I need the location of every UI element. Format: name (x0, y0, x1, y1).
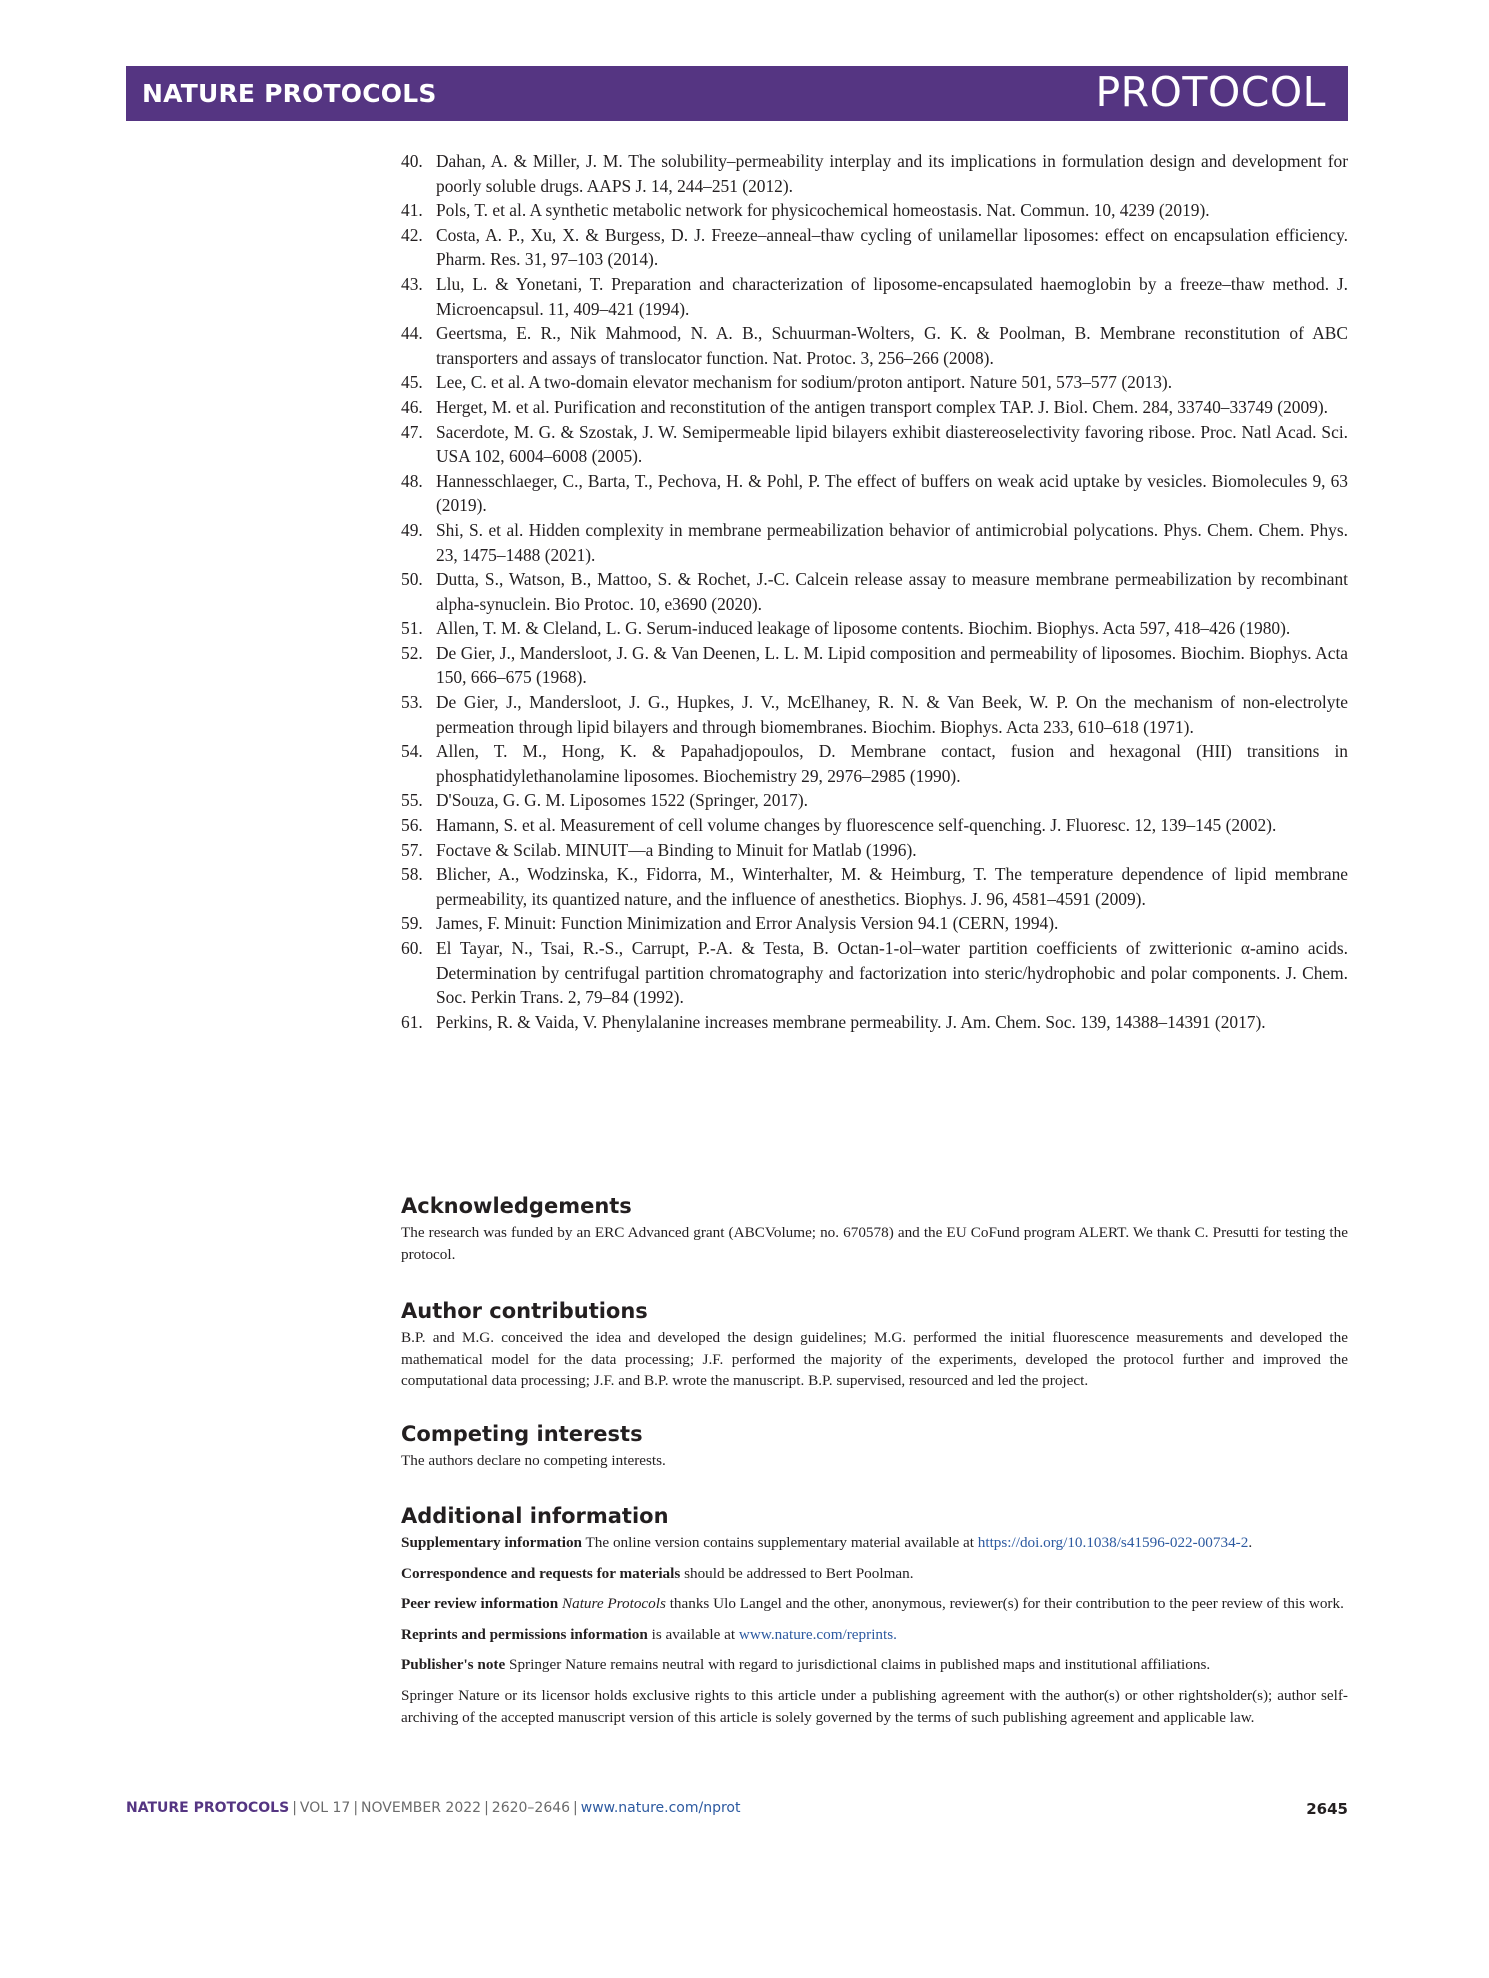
author-contributions-text: B.P. and M.G. conceived the idea and developed the design guidelines; M.G. performed the initial fluorescence measurements and developed the mathematical model for the data processing; J.F. performed the majority of the experiments, developed the protocol further and improved the computational data processing; J.F. and B.P. wrote the manuscript. B.P. supervised, resourced and led the project. (401, 1329, 1348, 1390)
reference-number: 52. (401, 642, 423, 663)
footer-separator: | (484, 1800, 489, 1816)
supplementary-end: . (1248, 1534, 1253, 1551)
publisher-note (401, 1654, 1348, 1676)
footer-separator: | (353, 1800, 359, 1816)
reference-item (401, 862, 1348, 911)
footer-separator: | (292, 1800, 297, 1816)
footer-journal: NATURE PROTOCOLS (126, 1800, 290, 1816)
reference-text: Dahan, A. & Miller, J. M. The solubility–permeability interplay and its implications in formulation design and development for poorly soluble drugs. AAPS J. 14, 244–251 (2012). (436, 151, 1348, 196)
reprints-link[interactable]: www.nature.com/reprints. (738, 1625, 897, 1643)
article-type-label: PROTOCOL (1095, 68, 1326, 116)
reference-text: De Gier, J., Mandersloot, J. G. & Van Deenen, L. L. M. Lipid composition and permeability of liposomes. Biochim. Biophys. Acta 150, 666–675 (1968). (436, 642, 1348, 688)
reference-number: 59. (401, 913, 423, 934)
supplementary-lead: Supplementary information (401, 1534, 582, 1551)
reference-number: 56. (401, 815, 423, 836)
reference-text: Lee, C. et al. A two-domain elevator mechanism for sodium/proton antiport. Nature 501, 573–577 (2013). (436, 372, 1173, 393)
peer-review-lead: Peer review information (401, 1595, 559, 1613)
reprints-text: is available at (651, 1625, 736, 1643)
reference-number: 45. (401, 372, 423, 393)
footer-citation (126, 1800, 741, 1816)
reference-number: 40. (401, 151, 423, 171)
journal-name: NATURE PROTOCOLS (142, 79, 437, 108)
reference-number: 57. (401, 839, 423, 860)
publisher-note-text: Springer Nature remains neutral with regard to jurisdictional claims in published maps and institutional affiliations. (509, 1656, 1211, 1674)
reference-number: 61. (401, 1011, 423, 1032)
reference-item (401, 813, 1348, 838)
author-contributions-heading: Author contributions (401, 1299, 648, 1323)
reference-text: Llu, L. & Yonetani, T. Preparation and characterization of liposome-encapsulated haemoglobin by a freeze–thaw method. J. Microencapsul. 11, 409–421 (1994). (436, 273, 1348, 319)
footer-pages: 2620–2646 (491, 1800, 571, 1816)
reference-item (401, 739, 1348, 788)
reference-item (401, 272, 1348, 321)
reference-text: Allen, T. M. & Cleland, L. G. Serum-induced leakage of liposome contents. Biochim. Biophys. Acta 597, 418–426 (1980). (436, 618, 1291, 639)
reference-text: Hannesschlaeger, C., Barta, T., Pechova, H. & Pohl, P. The effect of buffers on weak acid uptake by vesicles. Biomolecules 9, 63 (2019). (436, 470, 1348, 516)
reference-number: 48. (401, 470, 423, 491)
reference-text: Dutta, S., Watson, B., Mattoo, S. & Rochet, J.-C. Calcein release assay to measure membrane permeabilization by recombinant alpha-synuclein. Bio Protoc. 10, e3690 (2020). (436, 569, 1348, 614)
reference-item (401, 420, 1348, 469)
supplementary-doi-link[interactable]: https://doi.org/10.1038/s41596-022-00734-2 (977, 1534, 1249, 1551)
reference-number: 46. (401, 396, 423, 417)
correspondence-lead: Correspondence and requests for materials (401, 1564, 681, 1582)
reference-text: James, F. Minuit: Function Minimization and Error Analysis Version 94.1 (CERN, 1994). (436, 913, 1059, 934)
reference-item (401, 690, 1348, 739)
reference-number: 44. (401, 323, 423, 344)
reference-item (401, 149, 1348, 198)
competing-interests-section (401, 1421, 1348, 1472)
reference-item (401, 223, 1348, 272)
correspondence-information (401, 1563, 1348, 1585)
footer-date: NOVEMBER 2022 (361, 1800, 482, 1816)
reference-item (401, 518, 1348, 567)
reference-item (401, 936, 1348, 1010)
correspondence-text: should be addressed to Bert Poolman. (684, 1564, 914, 1582)
reference-text: Pols, T. et al. A synthetic metabolic network for physicochemical homeostasis. Nat. Commun. 10, 4239 (2019). (436, 200, 1210, 221)
reference-item (401, 641, 1348, 690)
peer-review-journal: Nature Protocols (561, 1595, 666, 1613)
page-footer (126, 1800, 1348, 1824)
reference-number: 53. (401, 692, 423, 713)
reference-number: 58. (401, 864, 423, 885)
reference-item (401, 1010, 1348, 1035)
reference-text: Sacerdote, M. G. & Szostak, J. W. Semipermeable lipid bilayers exhibit diastereoselectivity favoring ribose. Proc. Natl Acad. Sci. USA 102, 6004–6008 (2005). (436, 421, 1348, 467)
reference-number: 54. (401, 741, 423, 762)
competing-interests-text: The authors declare no competing interests. (401, 1452, 666, 1469)
reference-item (401, 321, 1348, 370)
footer-journal-link[interactable]: www.nature.com/nprot (580, 1800, 741, 1816)
page-number: 2645 (1306, 1800, 1348, 1818)
reference-item (401, 395, 1348, 420)
journal-header-band (126, 66, 1348, 121)
reference-text: Blicher, A., Wodzinska, K., Fidorra, M., Winterhalter, M. & Heimburg, T. The temperature dependence of lipid membrane permeability, its quantized nature, and the influence of anesthetics. Biophys. J. 96, 4581–4591 (2009). (436, 864, 1348, 909)
publisher-note-lead: Publisher's note (401, 1656, 506, 1674)
reference-item (401, 616, 1348, 641)
reference-item (401, 370, 1348, 395)
reference-item (401, 911, 1348, 936)
reference-item (401, 788, 1348, 813)
reference-number: 43. (401, 273, 423, 294)
supplementary-text: The online version contains supplementary material available at (585, 1534, 974, 1551)
reference-number: 49. (401, 519, 423, 540)
reference-text: El Tayar, N., Tsai, R.-S., Carrupt, P.-A. & Testa, B. Octan-1-ol–water partition coefficients of zwitterionic α-amino acids. Determination by centrifugal partition chromatography and factorization into steric/hydrophobic and polar components. J. Chem. Soc. Perkin Trans. 2, 79–84 (1992). (436, 938, 1348, 1008)
reprints-information (401, 1624, 1348, 1646)
footer-volume: VOL 17 (299, 1800, 351, 1816)
reference-list (401, 149, 1348, 1034)
reference-text: Hamann, S. et al. Measurement of cell volume changes by fluorescence self-quenching. J. Fluoresc. 12, 139–145 (2002). (436, 815, 1277, 836)
reference-text: Geertsma, E. R., Nik Mahmood, N. A. B., Schuurman-Wolters, G. K. & Poolman, B. Membrane reconstitution of ABC transporters and assays of translocator function. Nat. Protoc. 3, 256–266 (2008). (436, 323, 1348, 368)
additional-information-section (401, 1503, 1348, 1737)
reference-item (401, 838, 1348, 863)
reference-number: 60. (401, 938, 423, 958)
reference-number: 51. (401, 618, 423, 639)
competing-interests-heading: Competing interests (401, 1422, 643, 1446)
reference-text: D'Souza, G. G. M. Liposomes 1522 (Springer, 2017). (436, 790, 808, 811)
reference-number: 41. (401, 200, 423, 221)
reference-number: 50. (401, 569, 423, 590)
acknowledgements-text: The research was funded by an ERC Advanced grant (ABCVolume; no. 670578) and the EU CoFund program ALERT. We thank C. Presutti for testing the protocol. (401, 1224, 1348, 1263)
author-contributions-section (401, 1298, 1348, 1392)
reference-text: Costa, A. P., Xu, X. & Burgess, D. J. Freeze–anneal–thaw cycling of unilamellar liposomes: effect on encapsulation efficiency. Pharm. Res. 31, 97–103 (2014). (436, 224, 1348, 270)
additional-information-heading: Additional information (401, 1504, 669, 1528)
acknowledgements-section (401, 1193, 1348, 1265)
footer-separator: | (573, 1800, 578, 1816)
reference-text: Foctave & Scilab. MINUIT—a Binding to Minuit for Matlab (1996). (436, 839, 917, 860)
reference-number: 47. (401, 421, 423, 442)
supplementary-information (401, 1532, 1348, 1554)
peer-review-information (401, 1593, 1348, 1615)
reference-item (401, 469, 1348, 518)
reference-text: De Gier, J., Mandersloot, J. G., Hupkes, J. V., McElhaney, R. N. & Van Beek, W. P. On the mechanism of non-electrolyte permeation through lipid bilayers and through biomembranes. Biochim. Biophys. Acta 233, 610–618 (1971). (436, 692, 1348, 737)
reference-item (401, 567, 1348, 616)
reprints-lead: Reprints and permissions information (401, 1625, 648, 1643)
reference-text: Perkins, R. & Vaida, V. Phenylalanine increases membrane permeability. J. Am. Chem. Soc. 139, 14388–14391 (2017). (436, 1011, 1266, 1032)
reference-item (401, 198, 1348, 223)
reference-number: 55. (401, 790, 423, 811)
reference-text: Shi, S. et al. Hidden complexity in membrane permeabilization behavior of antimicrobial polycations. Phys. Chem. Chem. Phys. 23, 1475–1488 (2021). (436, 519, 1348, 565)
reference-text: Herget, M. et al. Purification and reconstitution of the antigen transport complex TAP. J. Biol. Chem. 284, 33740–33749 (2009). (436, 396, 1328, 417)
acknowledgements-heading: Acknowledgements (401, 1194, 632, 1218)
rights-statement: Springer Nature or its licensor holds exclusive rights to this article under a publishing agreement with the author(s) or other rightsholder(s); author self-archiving of the accepted manuscript version of this article is solely governed by the terms of such publishing agreement and applicable law. (401, 1686, 1348, 1726)
peer-review-text: thanks Ulo Langel and the other, anonymous, reviewer(s) for their contribution to the peer review of this work. (669, 1595, 1344, 1613)
reference-number: 42. (401, 224, 423, 245)
reference-text: Allen, T. M., Hong, K. & Papahadjopoulos, D. Membrane contact, fusion and hexagonal (HII) transitions in phosphatidylethanolamine liposomes. Biochemistry 29, 2976–2985 (1990). (436, 741, 1348, 786)
